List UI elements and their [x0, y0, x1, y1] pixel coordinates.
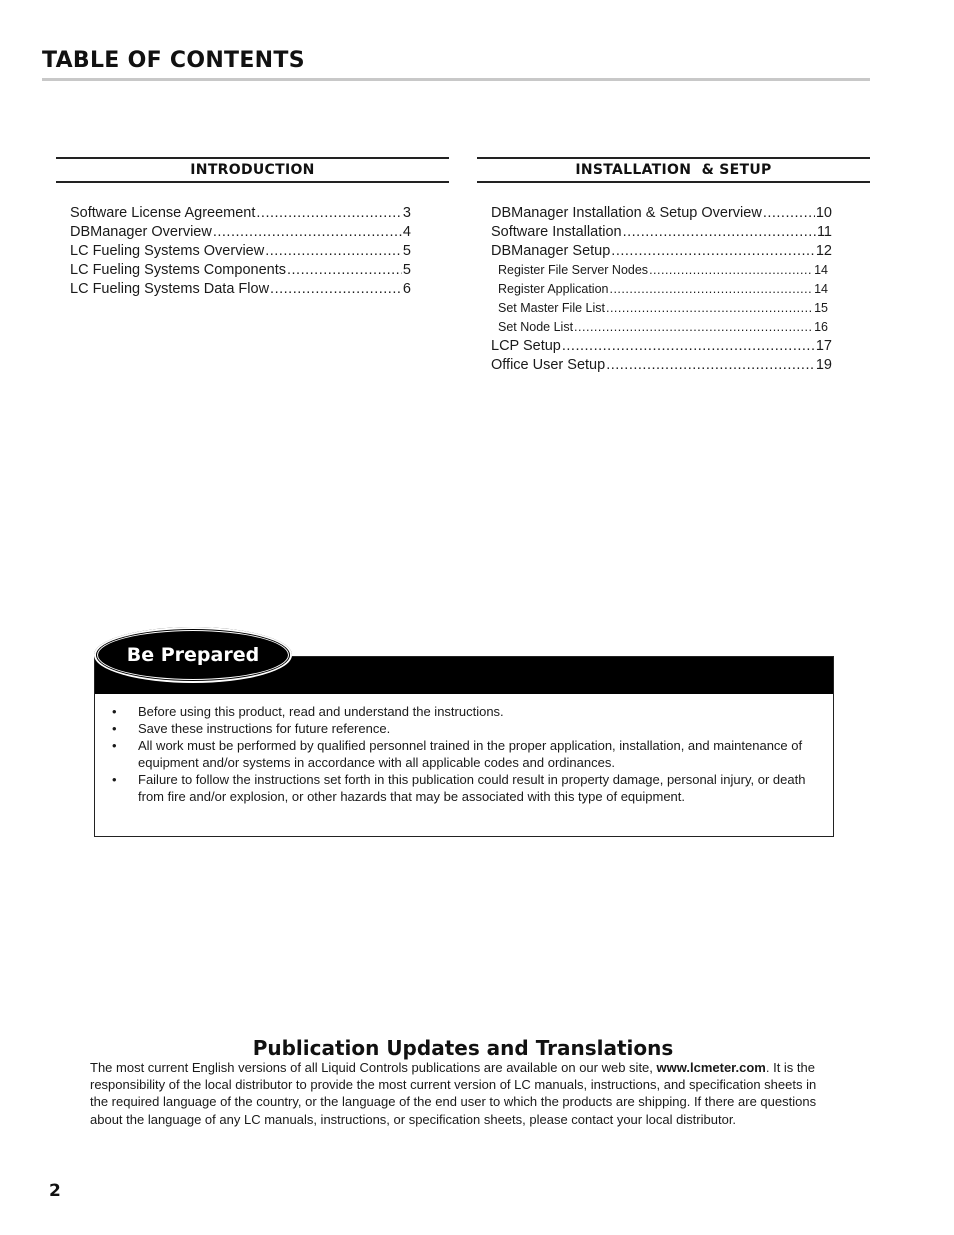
toc-entry-label: DBManager Overview: [70, 224, 212, 240]
toc-entry[interactable]: [491, 204, 832, 223]
toc-subentry[interactable]: [491, 280, 832, 299]
toc-leader: [623, 223, 816, 242]
be-prepared-title: Be Prepared: [126, 644, 260, 666]
toc-entry-page: 14: [814, 263, 828, 277]
toc-entry-page: 4: [402, 224, 411, 240]
toc-leader: [270, 280, 402, 299]
toc-entry[interactable]: [491, 356, 832, 375]
be-prepared-bullet: • Save these instructions for future reference.: [110, 720, 820, 737]
toc-entry-page: 15: [814, 301, 828, 315]
toc-leader: [606, 299, 813, 318]
toc-entry-label: DBManager Installation & Setup Overview: [491, 205, 762, 221]
toc-entry-label: Office User Setup: [491, 357, 606, 373]
publication-title: Publication Updates and Translations: [252, 1036, 674, 1060]
toc-entry-page: 12: [815, 243, 832, 259]
toc-entry-page: 5: [402, 262, 411, 278]
toc-entry[interactable]: [70, 223, 411, 242]
toc-introduction-list: [56, 204, 449, 299]
toc-introduction-heading: INTRODUCTION: [56, 157, 449, 183]
toc-entry-page: 16: [814, 320, 828, 334]
toc-entry-label: LCP Setup: [491, 338, 561, 354]
toc-entry-label: Set Master File List: [498, 301, 605, 315]
title-divider: [42, 78, 870, 81]
toc-subentry[interactable]: [491, 261, 832, 280]
toc-entry-label: LC Fueling Systems Overview: [70, 243, 265, 259]
be-prepared-bullet: • Before using this product, read and understand the instructions.: [110, 703, 820, 720]
toc-leader: [649, 261, 813, 280]
toc-entry[interactable]: [70, 280, 411, 299]
toc-entry[interactable]: [70, 242, 411, 261]
toc-entry[interactable]: [491, 242, 832, 261]
be-prepared-bullet: • All work must be performed by qualified personnel trained in the proper application, installation, and maintenance of equipment and/or systems in accordance with all applicable codes and ordinances.: [110, 737, 820, 771]
toc-entry-page: 19: [815, 357, 832, 373]
toc-leader: [609, 280, 813, 299]
toc-subentry[interactable]: [491, 318, 832, 337]
toc-leader: [256, 204, 402, 223]
toc-entry[interactable]: [70, 204, 411, 223]
toc-leader: [611, 242, 815, 261]
toc-entry-label: Software Installation: [491, 224, 622, 240]
toc-installation-section: [477, 157, 870, 375]
be-prepared-list: [110, 703, 820, 805]
toc-entry-page: 17: [815, 338, 832, 354]
toc-entry-page: 3: [402, 205, 411, 221]
toc-installation-heading: INSTALLATION & SETUP: [477, 157, 870, 183]
toc-entry-page: 11: [816, 224, 832, 240]
page-title: TABLE OF CONTENTS: [42, 48, 305, 73]
toc-entry-label: Set Node List: [498, 320, 574, 334]
toc-leader: [562, 337, 815, 356]
website-link[interactable]: www.lcmeter.com: [656, 1060, 766, 1075]
toc-introduction-section: [56, 157, 449, 299]
toc-entry-label: DBManager Setup: [491, 243, 611, 259]
be-prepared-bullet: • Failure to follow the instructions set forth in this publication could result in property damage, personal injury, or death from fire and/or explosion, or other hazards that may be associated with this type of equipment.: [110, 771, 820, 805]
toc-leader: [763, 204, 815, 223]
toc-leader: [606, 356, 815, 375]
publication-body: [90, 1059, 825, 1128]
toc-entry-label: Register File Server Nodes: [498, 263, 649, 277]
toc-entry-page: 14: [814, 282, 828, 296]
toc-leader: [287, 261, 402, 280]
toc-entry-page: 6: [402, 281, 411, 297]
toc-entry-label: LC Fueling Systems Components: [70, 262, 286, 278]
toc-entry[interactable]: [70, 261, 411, 280]
toc-entry[interactable]: [491, 223, 832, 242]
page-number: 2: [49, 1181, 61, 1201]
publication-text-end: . It is the responsibility of the local distributor to provide the most current version of LC manuals, instructions, and specification sheets in the required language of the country, or the language of the end user to which the products are shipping. If there are questions about the language of any LC manuals, instructions, or specification sheets, please contact your local distributor.: [90, 1060, 817, 1127]
toc-entry[interactable]: [491, 337, 832, 356]
toc-entry-label: LC Fueling Systems Data Flow: [70, 281, 270, 297]
toc-entry-label: Register Application: [498, 282, 609, 296]
publication-text-start: The most current English versions of all Liquid Controls publications are available on our web site,: [90, 1060, 657, 1075]
toc-installation-list: [477, 204, 870, 375]
toc-subentry[interactable]: [491, 299, 832, 318]
toc-entry-page: 10: [815, 205, 832, 221]
toc-leader: [213, 223, 402, 242]
toc-entry-page: 5: [402, 243, 411, 259]
toc-entry-label: Software License Agreement: [70, 205, 256, 221]
toc-leader: [265, 242, 402, 261]
toc-leader: [574, 318, 813, 337]
